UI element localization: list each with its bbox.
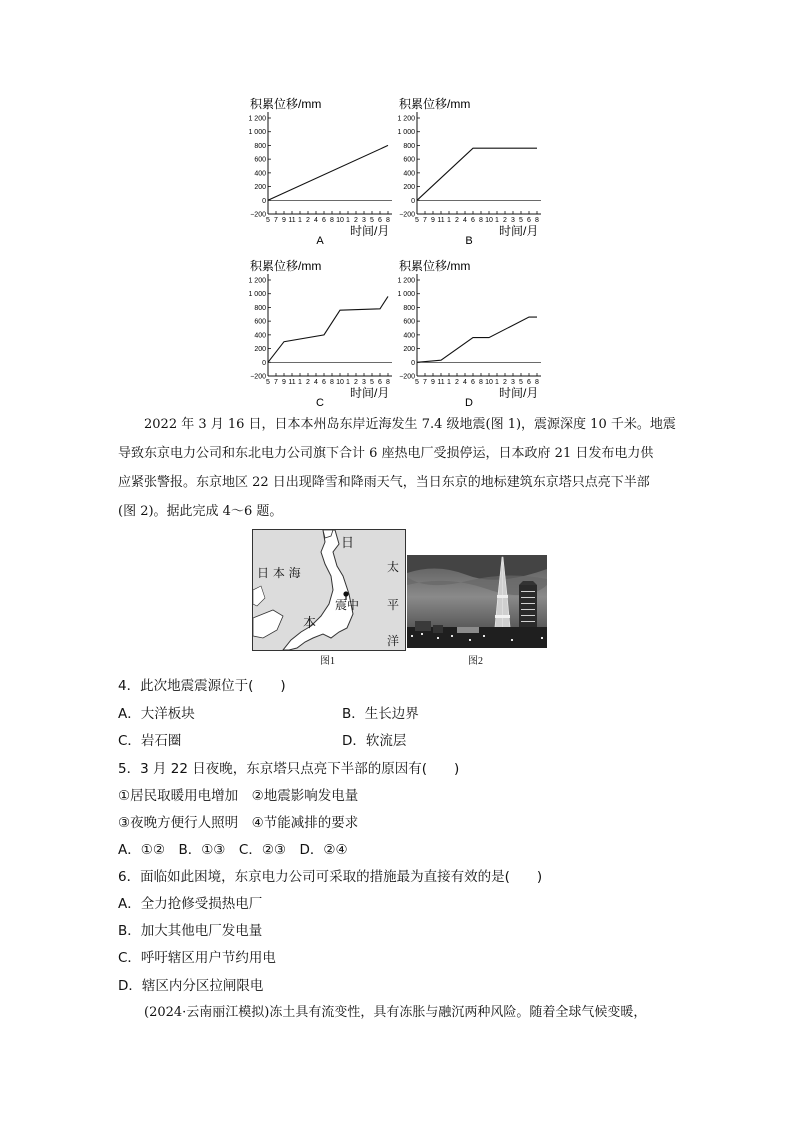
chart-c-xtick-label: 3: [362, 379, 366, 386]
chart-a-ytick-label: 200: [254, 184, 266, 192]
chart-a-xlabel: 时间/月: [350, 224, 390, 238]
chart-b-ytick-label: 800: [403, 142, 415, 150]
chart-a-xtick-label: 5: [370, 217, 374, 224]
chart-d-xtick-label: 6: [471, 379, 475, 386]
chart-d-ytick-label: 800: [403, 304, 415, 312]
q4-option-c[interactable]: C．岩石圈: [118, 733, 182, 749]
chart-a-ytick-label: 1 000: [248, 129, 266, 137]
chart-c-ytick-label: −200: [250, 373, 266, 381]
chart-a-xtick-label: 1: [346, 217, 350, 224]
chart-a-xtick-label: 9: [282, 217, 286, 224]
chart-a-ytick-label: 400: [254, 170, 266, 178]
japan-map-drawing: [253, 530, 405, 650]
chart-b-xtick-label: 8: [479, 217, 483, 224]
chart-c-ylabel: 积累位移/mm: [250, 259, 322, 273]
chart-c-ytick-label: 600: [254, 318, 266, 326]
chart-b-xtick-label: 9: [431, 217, 435, 224]
chart-d-xtick-label: 10: [485, 379, 493, 386]
chart-d-letter: D: [465, 397, 473, 408]
chart-a-ylabel: 积累位移/mm: [250, 97, 322, 111]
chart-c-ytick-label: 0: [262, 359, 266, 367]
chart-a-xtick-label: 5: [266, 217, 270, 224]
chart-c-xtick-label: 5: [266, 379, 270, 386]
chart-c-ytick-label: 200: [254, 346, 266, 354]
chart-b-xtick-label: 5: [415, 217, 419, 224]
q6-option-d[interactable]: D．辖区内分区拉闸限电: [118, 978, 264, 994]
chart-b-xtick-label: 2: [455, 217, 459, 224]
passage-line-1: 2022 年 3 月 16 日，日本本州岛东岸近海发生 7.4 级地震(图 1)，震源深度 10 千米。地震: [144, 417, 676, 432]
q6-option-b[interactable]: B．加大其他电厂发电量: [118, 923, 263, 939]
chart-a-xtick-label: 3: [362, 217, 366, 224]
chart-a-ytick-label: −200: [250, 211, 266, 219]
q4-stem: 4．此次地震震源位于( ): [118, 678, 286, 694]
chart-a-xtick-label: 10: [336, 217, 344, 224]
q4-option-b[interactable]: B．生长边界: [342, 706, 419, 722]
chart-c-xtick-label: 6: [322, 379, 326, 386]
map-label-yang: 洋: [387, 634, 400, 648]
chart-d-xtick-label: 7: [423, 379, 427, 386]
chart-a-xtick-label: 4: [314, 217, 318, 224]
q5-choices[interactable]: A．①② B．①③ C．②③ D．②④: [118, 842, 348, 858]
chart-c-xtick-label: 4: [314, 379, 318, 386]
chart-b-xtick-label: 2: [503, 217, 507, 224]
chart-b-xlabel: 时间/月: [499, 224, 539, 238]
chart-a-ytick-label: 1 200: [248, 115, 266, 123]
chart-a-xtick-label: 6: [322, 217, 326, 224]
chart-c-xtick-label: 9: [282, 379, 286, 386]
chart-b-ylabel: 积累位移/mm: [399, 97, 471, 111]
chart-d-xtick-label: 9: [431, 379, 435, 386]
chart-a-series-line: [268, 145, 388, 200]
chart-d-ytick-label: 1 000: [397, 291, 415, 299]
map-label-epicenter: 震中: [335, 598, 360, 612]
chart-a-xtick-label: 6: [378, 217, 382, 224]
chart-d-xtick-label: 2: [455, 379, 459, 386]
chart-d-ytick-label: −200: [399, 373, 415, 381]
chart-d-xtick-label: 3: [511, 379, 515, 386]
q4-option-a[interactable]: A．大洋板块: [118, 706, 195, 722]
chart-c-xtick-label: 5: [370, 379, 374, 386]
chart-d-xtick-label: 5: [415, 379, 419, 386]
chart-d-xtick-label: 1: [447, 379, 451, 386]
tokyo-tower-photo: [407, 555, 547, 648]
chart-c-letter: C: [316, 397, 324, 408]
figure-1-map: [252, 529, 406, 651]
chart-d-xtick-label: 11: [437, 379, 445, 386]
chart-d-xtick-label: 8: [535, 379, 539, 386]
chart-d-ytick-label: 400: [403, 332, 415, 340]
chart-b-xtick-label: 11: [437, 217, 445, 224]
chart-b-xtick-label: 6: [527, 217, 531, 224]
figure-1-caption: 图1: [320, 656, 335, 667]
chart-a-ytick-label: 800: [254, 142, 266, 150]
chart-a: [244, 96, 394, 246]
chart-c-series-line: [268, 296, 388, 362]
chart-d-xlabel: 时间/月: [499, 386, 539, 400]
chart-a-letter: A: [316, 235, 324, 246]
q5-stem: 5．3 月 22 日夜晚，东京塔只点亮下半部的原因有( ): [118, 761, 460, 777]
q5-statements-2: ③夜晚方便行人照明 ④节能减排的要求: [118, 815, 359, 831]
chart-b-ytick-label: −200: [399, 211, 415, 219]
chart-c-xtick-label: 6: [378, 379, 382, 386]
figure-2-caption: 图2: [468, 656, 483, 667]
chart-b: [393, 96, 548, 246]
chart-a-xtick-label: 7: [274, 217, 278, 224]
q6-stem: 6．面临如此困境，东京电力公司可采取的措施最为直接有效的是( ): [118, 869, 543, 885]
chart-d-xtick-label: 1: [495, 379, 499, 386]
chart-b-ytick-label: 400: [403, 170, 415, 178]
chart-d-xtick-label: 4: [463, 379, 467, 386]
q6-option-c[interactable]: C．呼吁辖区用户节约用电: [118, 950, 276, 966]
passage: [118, 410, 680, 526]
chart-d-xtick-label: 2: [503, 379, 507, 386]
chart-c-ytick-label: 400: [254, 332, 266, 340]
map-label-ping: 平: [387, 598, 400, 612]
q6-option-a[interactable]: A．全力抢修受损热电厂: [118, 896, 263, 912]
figure-2-photo: [407, 555, 547, 648]
chart-b-ytick-label: 200: [403, 184, 415, 192]
chart-a-ytick-label: 0: [262, 197, 266, 205]
map-label-ben: 本: [303, 616, 317, 631]
chart-b-series-line: [417, 148, 537, 200]
chart-c-svg: [244, 258, 394, 408]
chart-b-letter: B: [465, 235, 473, 246]
chart-b-ytick-label: 600: [403, 156, 415, 164]
chart-c-xtick-label: 11: [288, 379, 296, 386]
chart-b-svg: [393, 96, 548, 246]
chart-c-xtick-label: 8: [330, 379, 334, 386]
chart-d-xtick-label: 6: [527, 379, 531, 386]
chart-a-xtick-label: 2: [306, 217, 310, 224]
chart-c-ytick-label: 1 000: [248, 291, 266, 299]
chart-b-xtick-label: 8: [535, 217, 539, 224]
chart-d-xtick-label: 5: [519, 379, 523, 386]
chart-b-xtick-label: 3: [511, 217, 515, 224]
chart-c-ytick-label: 1 200: [248, 277, 266, 285]
chart-c-xtick-label: 1: [346, 379, 350, 386]
q4-option-d[interactable]: D．软流层: [342, 733, 407, 749]
chart-c: [244, 258, 394, 408]
passage-line-4: (图 2)。据此完成 4～6 题。: [118, 504, 283, 519]
chart-d: [393, 258, 548, 408]
passage-line-3: 应紧张警报。东京地区 22 日出现降雪和降雨天气，当日东京的地标建筑东京塔只点亮下半部: [118, 475, 650, 490]
chart-b-ytick-label: 1 200: [397, 115, 415, 123]
chart-d-ytick-label: 0: [411, 359, 415, 367]
chart-c-xtick-label: 1: [298, 379, 302, 386]
chart-a-ytick-label: 600: [254, 156, 266, 164]
chart-c-xtick-label: 7: [274, 379, 278, 386]
chart-c-xtick-label: 8: [386, 379, 390, 386]
map-label-tai: 太: [387, 560, 400, 574]
chart-c-ytick-label: 800: [254, 304, 266, 312]
chart-b-ytick-label: 0: [411, 197, 415, 205]
chart-d-svg: [393, 258, 548, 408]
chart-b-xtick-label: 4: [463, 217, 467, 224]
chart-d-xtick-label: 8: [479, 379, 483, 386]
chart-d-ytick-label: 600: [403, 318, 415, 326]
q5-statements-1: ①居民取暖用电增加 ②地震影响发电量: [118, 788, 359, 804]
chart-d-ytick-label: 200: [403, 346, 415, 354]
chart-d-ylabel: 积累位移/mm: [399, 259, 471, 273]
chart-b-xtick-label: 1: [447, 217, 451, 224]
chart-d-ytick-label: 1 200: [397, 277, 415, 285]
chart-a-xtick-label: 2: [354, 217, 358, 224]
chart-d-series-line: [417, 317, 537, 362]
map-label-sea: 日 本 海: [257, 566, 301, 580]
chart-b-xtick-label: 1: [495, 217, 499, 224]
chart-a-svg: [244, 96, 394, 246]
chart-c-xtick-label: 2: [306, 379, 310, 386]
chart-b-xtick-label: 10: [485, 217, 493, 224]
chart-a-xtick-label: 8: [330, 217, 334, 224]
chart-a-xtick-label: 8: [386, 217, 390, 224]
map-label-ri: 日: [341, 536, 355, 551]
chart-c-xtick-label: 10: [336, 379, 344, 386]
chart-b-xtick-label: 6: [471, 217, 475, 224]
chart-b-xtick-label: 5: [519, 217, 523, 224]
chart-c-xlabel: 时间/月: [350, 386, 390, 400]
next-passage-start: (2024·云南丽江模拟)冻土具有流变性，具有冻胀与融沉两种风险。随着全球气候变暖，: [144, 1005, 647, 1020]
chart-a-xtick-label: 11: [288, 217, 296, 224]
chart-c-xtick-label: 2: [354, 379, 358, 386]
chart-b-ytick-label: 1 000: [397, 129, 415, 137]
chart-a-xtick-label: 1: [298, 217, 302, 224]
chart-b-xtick-label: 7: [423, 217, 427, 224]
passage-line-2: 导致东京电力公司和东北电力公司旗下合计 6 座热电厂受损停运，日本政府 21 日发布电力供: [118, 446, 654, 461]
